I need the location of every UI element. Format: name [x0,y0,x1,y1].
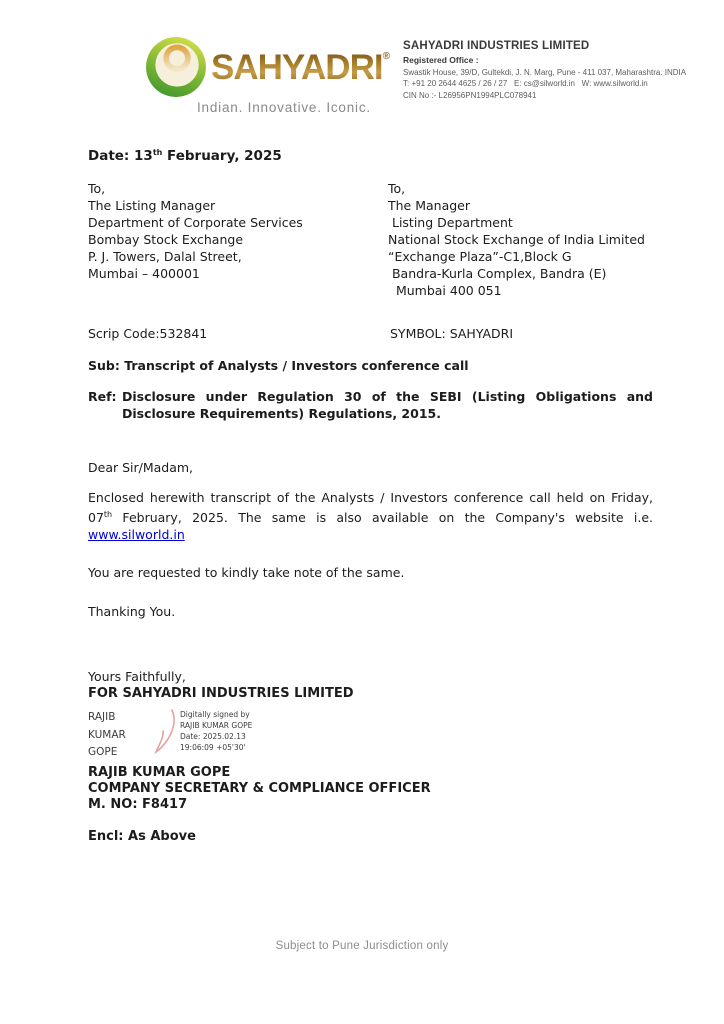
signer-line: KUMAR [88,728,126,741]
digital-detail-line: Date: 2025.02.13 [180,732,246,741]
address-line: To, [88,181,106,196]
company-name: SAHYADRI INDUSTRIES LIMITED [403,40,590,52]
for-company-line: FOR SAHYADRI INDUSTRIES LIMITED [88,686,354,701]
address-line: The Listing Manager [88,198,216,213]
address-line: Mumbai 400 051 [388,283,502,298]
address-line: Mumbai – 400001 [88,266,200,281]
body-paragraph: Enclosed herewith transcript of the Analysts / Investors conference call held on Friday, 07th February, 2025. The same is also available on the Company's website i.e. www.silworld.in [88,490,653,542]
scrip-code: Scrip Code:532841 [88,326,208,341]
registered-office-label: Registered Office : [403,55,479,65]
listing-codes [88,325,653,342]
digital-signature-stamp [88,707,653,762]
address-line: The Manager [388,198,471,213]
address-line: Bandra-Kurla Complex, Bandra (E) [388,266,607,281]
digital-detail-line: RAJIB KUMAR GOPE [180,721,253,730]
company-logo [145,36,395,115]
ref-label: Ref: [88,389,117,404]
jurisdiction-footer: Subject to Pune Jurisdiction only [275,940,449,952]
closing-line: Yours Faithfully, [88,669,186,684]
address-line: National Stock Exchange of India Limited [388,232,645,247]
address-line: Department of Corporate Services [88,215,303,230]
subject-line: Sub: Transcript of Analysts / Investors conference call [88,358,469,373]
recipient-addresses [88,180,653,299]
digital-detail-line: 19:06:09 +05'30' [180,743,246,752]
brand-tagline: Indian. Innovative. Iconic. [197,100,371,115]
signer-identity-block [88,765,653,813]
signer-line: GOPE [88,746,118,758]
address-line: “Exchange Plaza”-C1,Block G [388,249,572,264]
company-address: Swastik House, 39/D, Gultekdi, J. N. Marg, Pune - 411 037, Maharashtra. INDIA [403,67,687,77]
letterhead [0,0,724,115]
address-line: To, [388,181,406,196]
recipient-bse [88,180,388,299]
signer-title: COMPANY SECRETARY & COMPLIANCE OFFICER [88,780,431,796]
signature-digital-details [180,707,252,753]
thanks-line: Thanking You. [88,604,176,619]
letter-body [88,144,653,845]
letter-date: Date: 13th February, 2025 [88,148,282,164]
company-contact: T: +91 20 2644 4625 / 26 / 27 E: cs@silworld.in W: www.silworld.in [403,79,648,88]
signer-name: RAJIB KUMAR GOPE [88,764,231,780]
reference-line [88,388,653,422]
ref-text: Disclosure under Regulation 30 of the SEBI (Listing Obligations and Disclosure Requirements) Regulations, 2015. [122,389,653,421]
address-line: P. J. Towers, Dalal Street, [88,249,242,264]
signer-membership-number: M. NO: F8417 [88,796,188,812]
nse-symbol: SYMBOL: SAHYADRI [390,326,514,341]
recipient-nse [388,180,645,299]
address-line: Listing Department [388,215,513,230]
registered-office-block [403,40,715,100]
signer-line: RAJIB [88,711,116,723]
signature-signer-name [88,707,150,762]
enclosure-line: Encl: As Above [88,828,196,844]
salutation: Dear Sir/Madam, [88,460,194,475]
sahyadri-logo-icon [145,36,207,98]
note-line: You are requested to kindly take note of the same. [88,565,405,580]
company-website-link[interactable]: www.silworld.in [88,527,185,542]
signature-squiggle-icon [150,707,180,755]
digital-detail-line: Digitally signed by [180,710,250,719]
address-line: Bombay Stock Exchange [88,232,244,247]
company-cin: CIN No :- L26956PN1994PLC078941 [403,90,537,100]
brand-wordmark: SAHYADRI® [211,47,390,87]
registered-trademark-symbol: ® [382,50,390,62]
